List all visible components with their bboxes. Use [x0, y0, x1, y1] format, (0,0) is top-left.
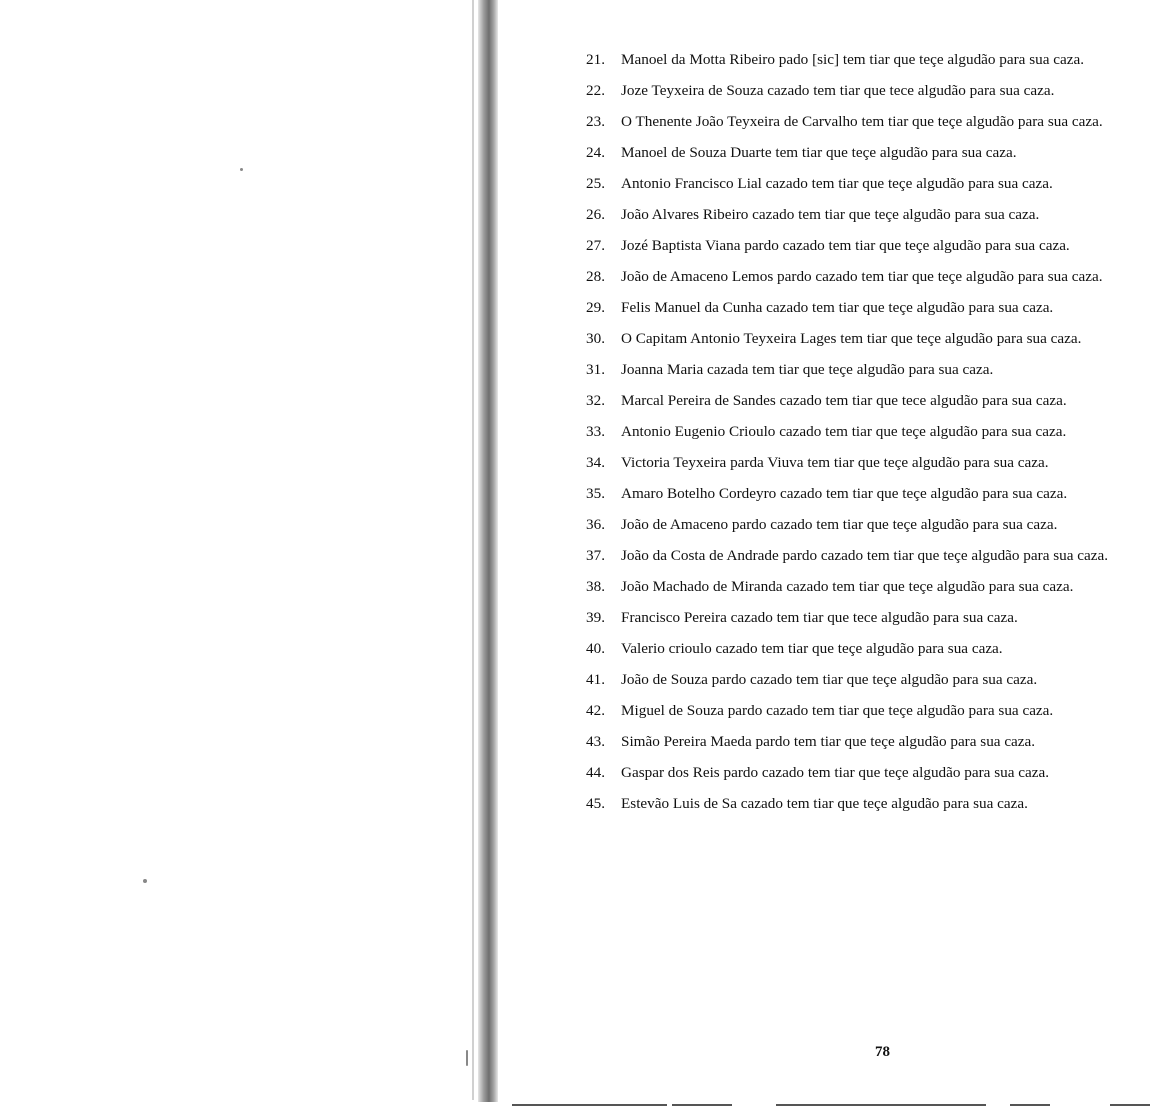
census-entry	[586, 730, 1156, 753]
entry-number: 41.	[586, 671, 605, 688]
census-entry	[586, 358, 1156, 381]
entry-text: O Thenente João Teyxeira de Carvalho tem tiar que teçe algudão para sua caza.	[621, 113, 1103, 130]
entry-number: 24.	[586, 144, 605, 161]
census-entry	[586, 79, 1156, 102]
entry-text: Joanna Maria cazada tem tiar que teçe algudão para sua caza.	[621, 361, 994, 378]
entry-number: 32.	[586, 392, 605, 409]
entry-text: Simão Pereira Maeda pardo tem tiar que teçe algudão para sua caza.	[621, 733, 1036, 750]
entry-text: Antonio Francisco Lial cazado tem tiar que teçe algudão para sua caza.	[621, 175, 1053, 192]
census-entry	[586, 265, 1156, 288]
entry-text: João Machado de Miranda cazado tem tiar que teçe algudão para sua caza.	[621, 578, 1074, 595]
entry-number: 39.	[586, 609, 605, 626]
entry-number: 26.	[586, 206, 605, 223]
entry-text: Miguel de Souza pardo cazado tem tiar que teçe algudão para sua caza.	[621, 702, 1054, 719]
scan-edge-mark	[1010, 1104, 1050, 1106]
scan-edge-mark	[776, 1104, 986, 1106]
entry-number: 34.	[586, 454, 605, 471]
entry-number: 37.	[586, 547, 605, 564]
left-page-edge	[472, 0, 474, 1100]
census-entry	[586, 482, 1156, 505]
scan-speck	[240, 168, 243, 171]
entry-text: Victoria Teyxeira parda Viuva tem tiar que teçe algudão para sua caza.	[621, 454, 1049, 471]
entry-text: Antonio Eugenio Crioulo cazado tem tiar que teçe algudão para sua caza.	[621, 423, 1067, 440]
entry-text: Manoel de Souza Duarte tem tiar que teçe algudão para sua caza.	[621, 144, 1017, 161]
entry-text: Estevão Luis de Sa cazado tem tiar que teçe algudão para sua caza.	[621, 795, 1028, 812]
entry-text: João de Souza pardo cazado tem tiar que teçe algudão para sua caza.	[621, 671, 1038, 688]
entry-number: 33.	[586, 423, 605, 440]
entry-number: 25.	[586, 175, 605, 192]
entry-number: 38.	[586, 578, 605, 595]
census-entry	[586, 389, 1156, 412]
entry-number: 23.	[586, 113, 605, 130]
census-entry	[586, 699, 1156, 722]
census-entry	[586, 203, 1156, 226]
census-entry	[586, 792, 1156, 815]
census-entry	[586, 110, 1156, 133]
entry-text: João Alvares Ribeiro cazado tem tiar que teçe algudão para sua caza.	[621, 206, 1040, 223]
entry-text: Amaro Botelho Cordeyro cazado tem tiar que teçe algudão para sua caza.	[621, 485, 1068, 502]
entry-text: Manoel da Motta Ribeiro pado [sic] tem tiar que teçe algudão para sua caza.	[621, 51, 1085, 68]
entry-number: 36.	[586, 516, 605, 533]
entry-number: 21.	[586, 51, 605, 68]
entry-number: 28.	[586, 268, 605, 285]
census-entry	[586, 668, 1156, 691]
entry-number: 45.	[586, 795, 605, 812]
entry-text: Joze Teyxeira de Souza cazado tem tiar que tece algudão para sua caza.	[621, 82, 1055, 99]
scan-edge-mark	[672, 1104, 732, 1106]
entry-text: O Capitam Antonio Teyxeira Lages tem tiar que teçe algudão para sua caza.	[621, 330, 1082, 347]
book-gutter	[478, 0, 498, 1102]
entry-text: Marcal Pereira de Sandes cazado tem tiar que tece algudão para sua caza.	[621, 392, 1067, 409]
census-entry	[586, 172, 1156, 195]
entry-text: João de Amaceno pardo cazado tem tiar que teçe algudão para sua caza.	[621, 516, 1058, 533]
entry-number: 44.	[586, 764, 605, 781]
census-entry	[586, 234, 1156, 257]
entry-text: João da Costa de Andrade pardo cazado tem tiar que teçe algudão para sua caza.	[621, 547, 1109, 564]
census-entry	[586, 544, 1156, 567]
entry-text: Jozé Baptista Viana pardo cazado tem tiar que teçe algudão para sua caza.	[621, 237, 1070, 254]
census-entry-list	[586, 48, 1156, 823]
census-entry	[586, 513, 1156, 536]
census-entry	[586, 451, 1156, 474]
entry-number: 43.	[586, 733, 605, 750]
entry-number: 40.	[586, 640, 605, 657]
entry-text: Valerio crioulo cazado tem tiar que teçe algudão para sua caza.	[621, 640, 1003, 657]
entry-number: 42.	[586, 702, 605, 719]
entry-text: Francisco Pereira cazado tem tiar que tece algudão para sua caza.	[621, 609, 1018, 626]
scan-edge-mark	[512, 1104, 667, 1106]
scan-speck	[143, 879, 147, 883]
census-entry	[586, 141, 1156, 164]
entry-number: 29.	[586, 299, 605, 316]
entry-number: 31.	[586, 361, 605, 378]
census-entry	[586, 420, 1156, 443]
census-entry	[586, 606, 1156, 629]
census-entry	[586, 296, 1156, 319]
census-entry	[586, 575, 1156, 598]
census-entry	[586, 327, 1156, 350]
entry-number: 27.	[586, 237, 605, 254]
census-entry	[586, 48, 1156, 71]
census-entry	[586, 761, 1156, 784]
entry-text: Gaspar dos Reis pardo cazado tem tiar que teçe algudão para sua caza.	[621, 764, 1050, 781]
scan-speck	[466, 1050, 468, 1066]
entry-number: 30.	[586, 330, 605, 347]
scan-edge-mark	[1110, 1104, 1150, 1106]
page-number: 78	[875, 1044, 890, 1060]
entry-text: João de Amaceno Lemos pardo cazado tem tiar que teçe algudão para sua caza.	[621, 268, 1103, 285]
entry-number: 35.	[586, 485, 605, 502]
entry-text: Felis Manuel da Cunha cazado tem tiar que teçe algudão para sua caza.	[621, 299, 1054, 316]
census-entry	[586, 637, 1156, 660]
entry-number: 22.	[586, 82, 605, 99]
